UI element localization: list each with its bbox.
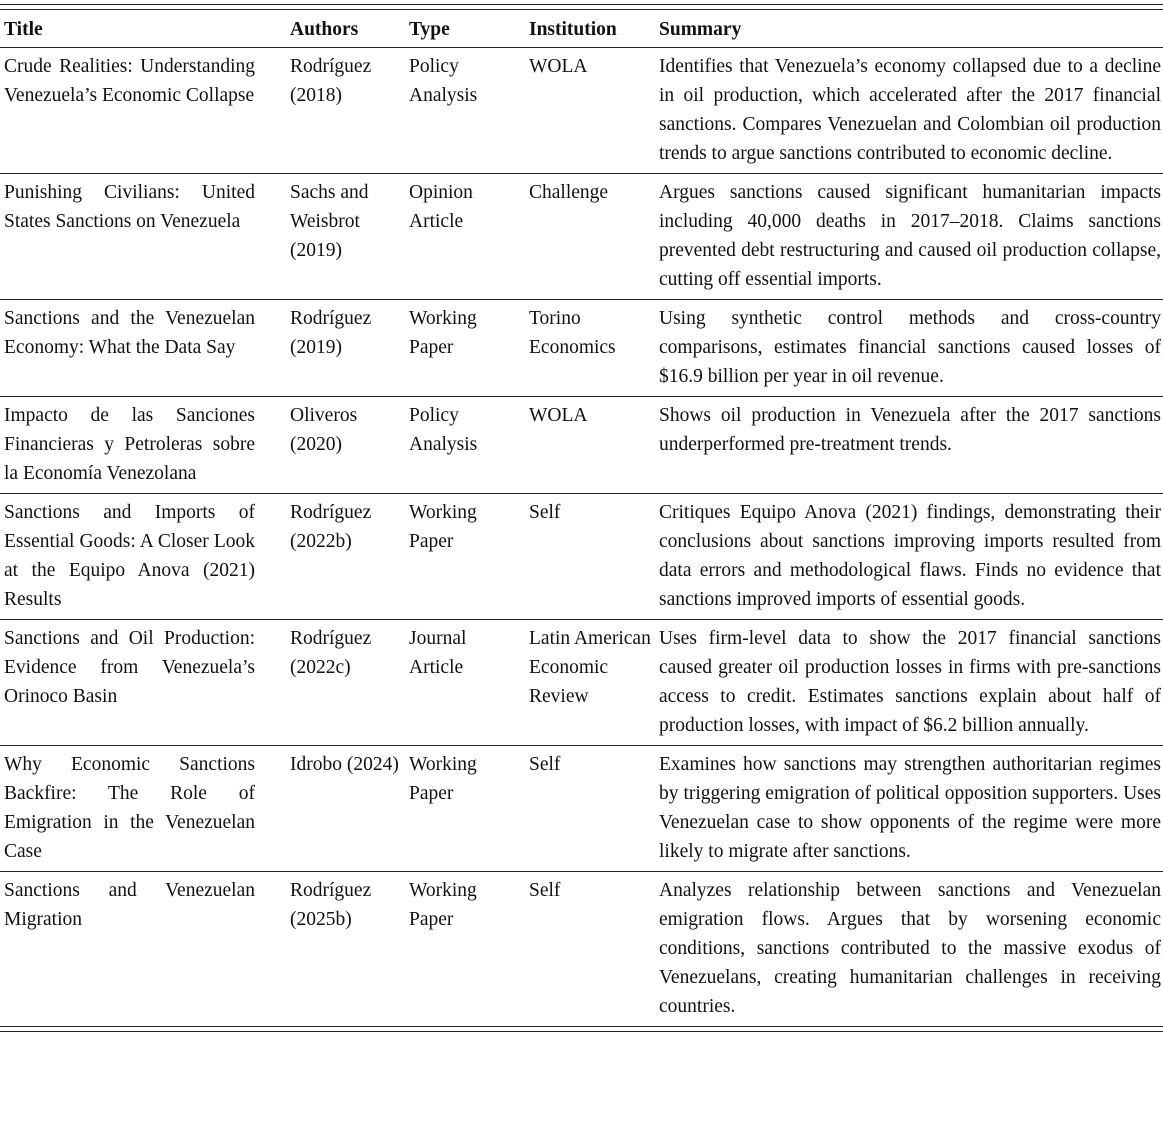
cell-authors: Rodríguez (2022b) xyxy=(285,494,405,620)
cell-type: Working Paper xyxy=(409,880,477,930)
cell-summary: Analyzes relationship between sanctions and Venezuelan emigration flows. Argues that by worsening economic conditions, sanctions contributed to the massive exodus of Venezuelans, creating humanitarian challenges in receiving countries. xyxy=(659,880,1161,1017)
cell-type: Working Paper xyxy=(405,300,525,397)
cell-authors: Oliveros (2020) xyxy=(285,397,405,494)
literature-table xyxy=(0,10,1163,1026)
cell-institution: Self xyxy=(525,746,655,872)
cell-type: Policy Analysis xyxy=(405,397,525,494)
cell-authors: Rodríguez (2025b) xyxy=(290,880,372,930)
cell-summary: Shows oil production in Venezuela after the 2017 sanctions underperformed pre-treatment trends. xyxy=(655,397,1163,494)
cell-title: Punishing Civilians: United States Sanctions on Venezuela xyxy=(0,174,285,300)
table-row xyxy=(0,397,1163,494)
cell-title: Crude Realities: Understanding Venezuela’s Economic Collapse xyxy=(0,48,285,174)
cell-institution: WOLA xyxy=(525,397,655,494)
table-row xyxy=(0,48,1163,174)
cell-authors: Rodríguez (2018) xyxy=(285,48,405,174)
cell-institution: Challenge xyxy=(525,174,655,300)
table-row xyxy=(0,746,1163,872)
cell-summary: Argues sanctions caused significant humanitarian impacts including 40,000 deaths in 2017–2018. Claims sanctions prevented debt restructuring and caused oil production collapse, cutting off essential imports. xyxy=(655,174,1163,300)
table-row xyxy=(0,300,1163,397)
table-header-row xyxy=(0,10,1163,48)
cell-type: Journal Article xyxy=(405,620,525,746)
cell-authors: Rodríguez (2022c) xyxy=(285,620,405,746)
cell-type: Policy Analysis xyxy=(405,48,525,174)
header-type: Type xyxy=(405,10,525,48)
cell-title: Why Economic Sanctions Backfire: The Role of Emigration in the Venezuelan Case xyxy=(0,746,285,872)
cell-title: Impacto de las Sanciones Financieras y Petroleras sobre la Economía Venezolana xyxy=(0,397,285,494)
cell-institution: WOLA xyxy=(525,48,655,174)
table-row xyxy=(0,494,1163,620)
header-summary: Summary xyxy=(655,10,1163,48)
table-row xyxy=(0,872,1163,1027)
cell-type: Working Paper xyxy=(405,746,525,872)
cell-title: Sanctions and Imports of Essential Goods: A Closer Look at the Equipo Anova (2021) Results xyxy=(0,494,285,620)
literature-table-container xyxy=(0,4,1163,1032)
cell-summary: Identifies that Venezuela’s economy collapsed due to a decline in oil production, which accelerated after the 2017 financial sanctions. Compares Venezuelan and Colombian oil production trends to argue sanctions contributed to economic decline. xyxy=(655,48,1163,174)
cell-summary: Uses firm-level data to show the 2017 financial sanctions caused greater oil production losses in firms with pre-sanctions access to credit. Estimates sanctions explain about half of production losses, with impact of $6.2 billion annually. xyxy=(655,620,1163,746)
cell-institution: Self xyxy=(525,494,655,620)
cell-title: Sanctions and the Venezuelan Economy: What the Data Say xyxy=(0,300,285,397)
cell-authors: Rodríguez (2019) xyxy=(285,300,405,397)
table-row xyxy=(0,174,1163,300)
header-authors: Authors xyxy=(285,10,405,48)
cell-institution: Torino Economics xyxy=(525,300,655,397)
cell-title: Sanctions and Oil Production: Evidence from Venezuela’s Orinoco Basin xyxy=(0,620,285,746)
header-title: Title xyxy=(0,10,285,48)
cell-type: Opinion Article xyxy=(405,174,525,300)
table-row xyxy=(0,620,1163,746)
cell-type: Working Paper xyxy=(405,494,525,620)
cell-authors: Sachs and Weisbrot (2019) xyxy=(285,174,405,300)
cell-authors: Idrobo (2024) xyxy=(285,746,405,872)
cell-institution: Latin American Economic Review xyxy=(525,620,655,746)
header-institution: Institution xyxy=(525,10,655,48)
cell-summary: Using synthetic control methods and cross-country comparisons, estimates financial sanctions caused losses of $16.9 billion per year in oil revenue. xyxy=(655,300,1163,397)
cell-summary: Examines how sanctions may strengthen authoritarian regimes by triggering emigration of political opposition supporters. Uses Venezuelan case to show opponents of the regime were more likely to migrate after sanctions. xyxy=(655,746,1163,872)
cell-institution: Self xyxy=(529,880,561,901)
cell-title: Sanctions and Venezuelan Migration xyxy=(4,880,255,930)
bottom-double-rule xyxy=(0,1026,1163,1032)
cell-summary: Critiques Equipo Anova (2021) findings, demonstrating their conclusions about sanctions improving imports resulted from data errors and methodological flaws. Finds no evidence that sanctions improved imports of essential goods. xyxy=(655,494,1163,620)
